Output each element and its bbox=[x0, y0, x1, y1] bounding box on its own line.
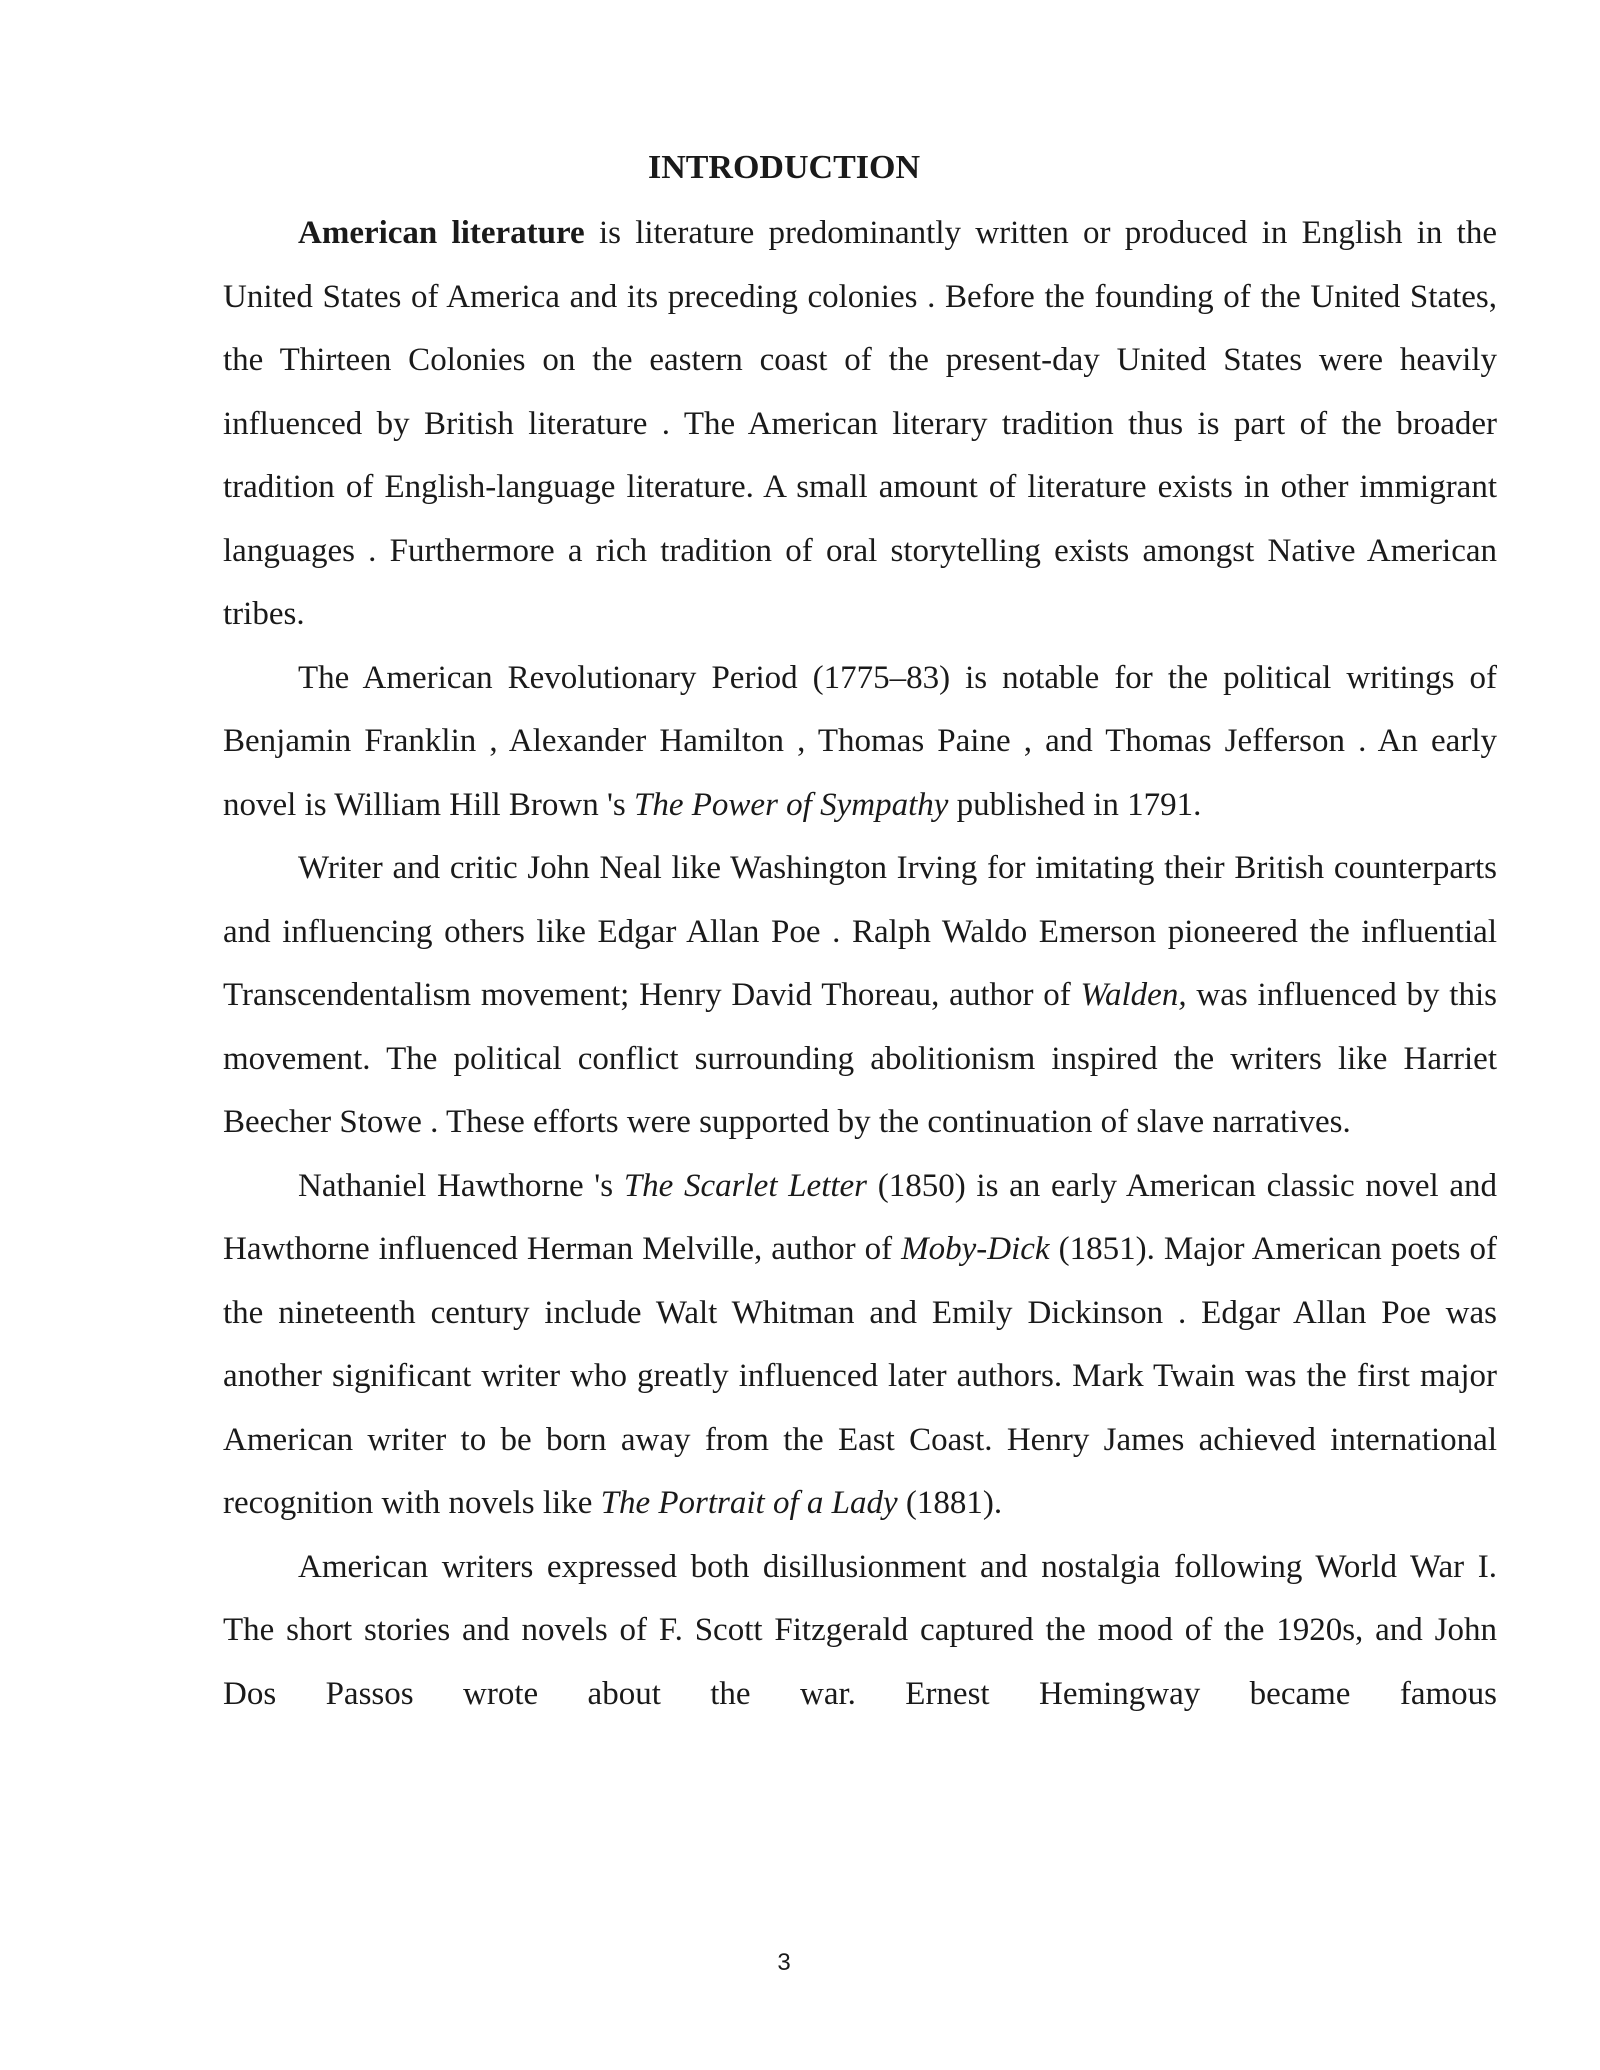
paragraph-5-text: American writers expressed both disillusionment and nostalgia following World War I. The short stories and novels of F. Scott Fitzgerald captured the mood of the 1920s, and John Dos Passos wrote about the war. Ernest Hemingway became famous bbox=[223, 1548, 1497, 1712]
paragraph-4-text-c: (1851). Major American poets of the nineteenth century include Walt Whitman and Emily Dickinson . Edgar Allan Poe was another significant writer who greatly influenced later authors. Mark Twain was the first major American writer to be born away from the East Coast. Henry James achieved international recognition with novels like bbox=[223, 1231, 1497, 1521]
book-title-moby-dick: Moby-Dick bbox=[901, 1231, 1050, 1267]
paragraph-5 bbox=[223, 1536, 1497, 1727]
page-heading: INTRODUCTION bbox=[647, 149, 921, 186]
paragraph-3-text-a: Writer and critic John Neal like Washington Irving for imitating their British counterparts and influencing others like Edgar Allan Poe . Ralph Waldo Emerson pioneered the influential Transcendentalism movement; Henry David Thoreau, author of bbox=[223, 850, 1497, 1013]
paragraph-1-term: American literature bbox=[298, 215, 585, 251]
paragraph-4-text-d: (1881). bbox=[897, 1485, 1003, 1521]
paragraph-1 bbox=[223, 202, 1497, 647]
paragraph-4-text-a: Nathaniel Hawthorne 's bbox=[298, 1167, 624, 1204]
book-title-scarlet-letter: The Scarlet Letter bbox=[623, 1167, 868, 1204]
paragraph-4 bbox=[223, 1155, 1497, 1536]
book-title-portrait-of-a-lady: The Portrait of a Lady bbox=[600, 1485, 898, 1521]
paragraph-3 bbox=[223, 837, 1497, 1155]
paragraph-4-text-b: (1850) is an early American classic novel and Hawthorne influenced Herman Melville, author of bbox=[223, 1167, 1497, 1267]
book-title-walden: Walden, bbox=[1080, 977, 1187, 1013]
paragraph-2-text-a: The American Revolutionary Period (1775–83) is notable for the political writings of Benjamin Franklin , Alexander Hamilton , Thomas Paine , and Thomas Jefferson . An early novel is William Hill Brown 's bbox=[223, 659, 1497, 823]
paragraph-2 bbox=[223, 647, 1497, 838]
page-number: 3 bbox=[777, 1949, 791, 1976]
paragraph-1-text: is literature predominantly written or produced in English in the United States of America and its preceding colonies . Before the founding of the United States, the Thirteen Colonies on the eastern coast of the present-day United States were heavily influenced by British literature . The American literary tradition thus is part of the broader tradition of English-language literature. A small amount of literature exists in other immigrant languages . Furthermore a rich tradition of oral storytelling exists amongst Native American tribes. bbox=[223, 215, 1497, 632]
paragraph-3-text-b: was influenced by this movement. The political conflict surrounding abolitionism inspired the writers like Harriet Beecher Stowe . These efforts were supported by the continuation of slave narratives. bbox=[223, 977, 1497, 1140]
body-text bbox=[223, 202, 1497, 1726]
paragraph-2-text-b: published in 1791. bbox=[948, 786, 1202, 823]
book-title-power-of-sympathy: The Power of Sympathy bbox=[634, 786, 949, 823]
